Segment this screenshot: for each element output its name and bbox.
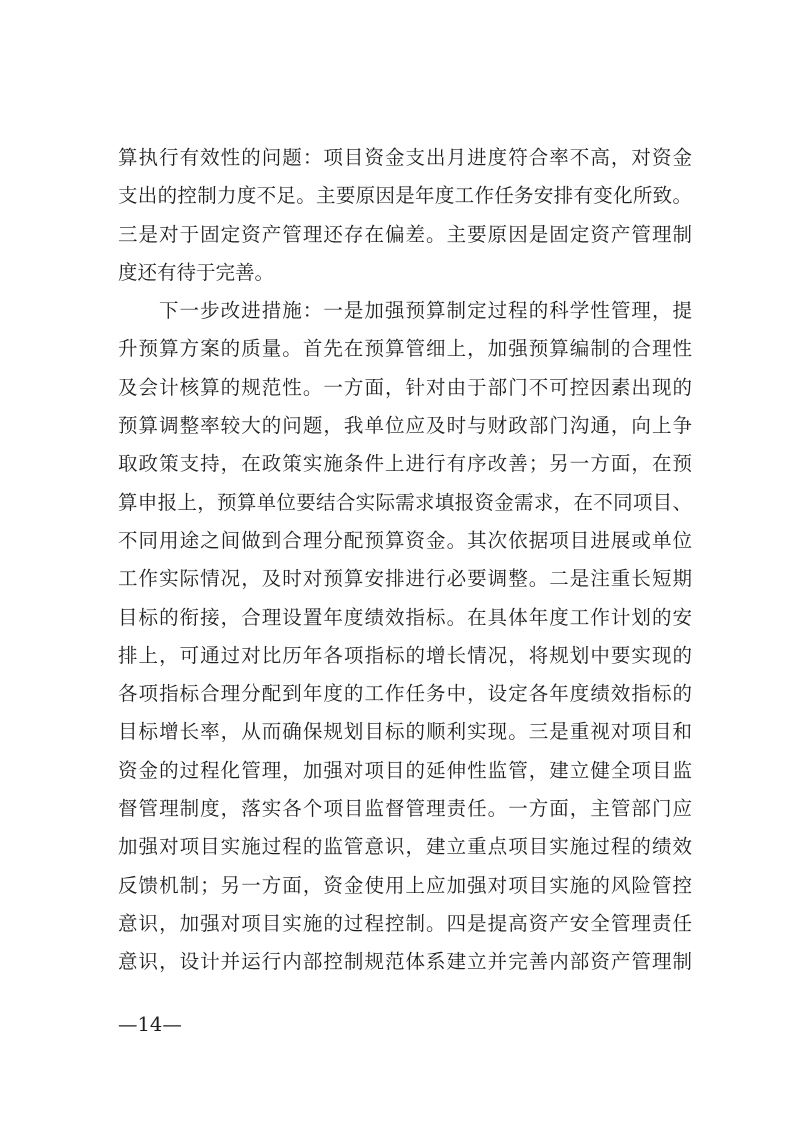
text-line: 目标的衔接，合理设置年度绩效指标。在具体年度工作计划的安 bbox=[118, 605, 692, 629]
text-line: 下一步改进措施：一是加强预算制定过程的科学性管理，提 bbox=[159, 299, 692, 323]
text-line: 算执行有效性的问题：项目资金支出月进度符合率不高，对资金 bbox=[118, 146, 692, 169]
text-line: 排上，可通过对比历年各项指标的增长情况，将规划中要实现的 bbox=[118, 643, 692, 667]
text-line: 加强对项目实施过程的监管意识，建立重点项目实施过程的绩效 bbox=[118, 835, 692, 859]
text-line: 支出的控制力度不足。主要原因是年度工作任务安排有变化所致。 bbox=[118, 184, 692, 208]
text-line: 督管理制度，落实各个项目监督管理责任。一方面，主管部门应 bbox=[118, 797, 692, 821]
text-line: 度还有待于完善。 bbox=[118, 260, 275, 284]
text-line: 算申报上，预算单位要结合实际需求填报资金需求，在不同项目、 bbox=[118, 490, 692, 514]
text-line: 预算调整率较大的问题，我单位应及时与财政部门沟通，向上争 bbox=[118, 414, 692, 438]
text-line: 及会计核算的规范性。一方面，针对由于部门不可控因素出现的 bbox=[118, 375, 692, 399]
text-line: 工作实际情况，及时对预算安排进行必要调整。二是注重长短期 bbox=[118, 567, 692, 591]
text-line: 取政策支持，在政策实施条件上进行有序改善；另一方面，在预 bbox=[118, 452, 692, 476]
document-body bbox=[118, 139, 692, 982]
text-line: 意识，加强对项目实施的过程控制。四是提高资产安全管理责任 bbox=[118, 911, 692, 935]
text-line: 反馈机制；另一方面，资金使用上应加强对项目实施的风险管控 bbox=[118, 873, 692, 897]
text-line: 各项指标合理分配到年度的工作任务中，设定各年度绩效指标的 bbox=[118, 682, 692, 706]
text-line: 三是对于固定资产管理还存在偏差。主要原因是固定资产管理制 bbox=[118, 222, 692, 246]
text-line: 升预算方案的质量。首先在预算管细上，加强预算编制的合理性 bbox=[118, 337, 692, 361]
paragraph-improvement-measures bbox=[118, 292, 692, 981]
paragraph-continued bbox=[118, 139, 692, 292]
text-line: 不同用途之间做到合理分配预算资金。其次依据项目进展或单位 bbox=[118, 528, 692, 552]
text-line: 目标增长率，从而确保规划目标的顺利实现。三是重视对项目和 bbox=[118, 720, 692, 744]
page-number: —14— bbox=[118, 1013, 182, 1036]
text-line: 意识，设计并运行内部控制规范体系建立并完善内部资产管理制 bbox=[118, 950, 692, 974]
text-line: 资金的过程化管理，加强对项目的延伸性监管，建立健全项目监 bbox=[118, 758, 692, 782]
